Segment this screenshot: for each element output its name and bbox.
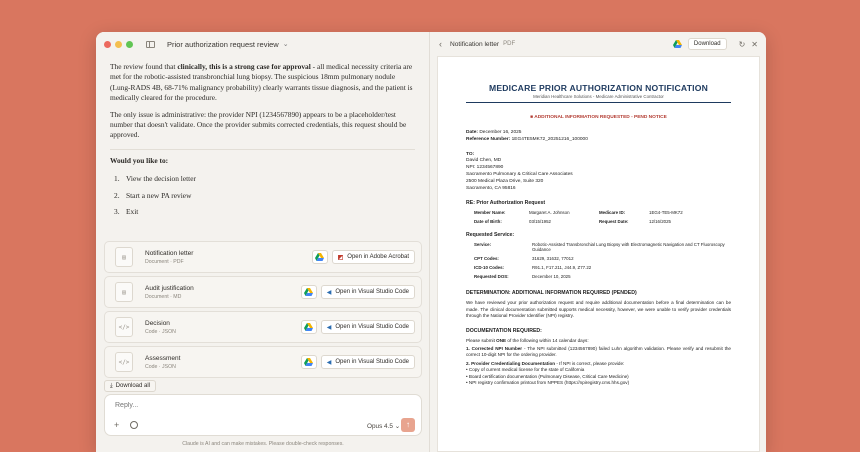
back-arrow-icon[interactable]: ‹ [439,39,442,49]
model-selector[interactable]: Opus 4.5 ⌄ [367,423,401,430]
file-name: Audit justification [145,284,194,292]
reply-composer [104,394,422,436]
pdf-document [437,56,760,452]
vscode-icon: ◀ [326,359,332,366]
doc-reference: Reference Number: 1EG4TE5MK72_20251216_100000 [466,136,588,142]
open-in-vscode-button[interactable]: ◀ Open in Visual Studio Code [321,285,415,299]
preview-type: PDF [503,41,516,47]
doc-to-line: Sacramento, CA 95816 [466,185,516,191]
send-button[interactable] [401,418,415,432]
file-type: Document · MD [145,293,182,300]
doc-rule [466,102,731,103]
maximize-window-button[interactable] [126,41,133,48]
doc-to-line: NPI: 1234567890 [466,165,504,171]
title-bar [96,32,429,56]
doc-item-1: 1. Corrected NPI Number - The NPI submitted (1234567890) failed Luhn algorithm validation. Please verify and resubmit the correct 10-digit NPI for the ordering provider. [466,346,731,358]
doc-subtitle: Meridian Healthcare Solutions - Medicare Administrative Contractor [533,94,664,99]
doc-to-line: 2500 Medical Plaza Drive, Suite 320 [466,178,544,184]
google-drive-icon [304,288,313,296]
doc-alert: ■ ADDITIONAL INFORMATION REQUESTED - PEND NOTICE [530,115,667,120]
refresh-icon[interactable]: ↻ [738,39,746,49]
google-drive-button[interactable] [301,285,317,299]
doc-bullet: • NPI registry confirmation printout from NPPES (https://npiregistry.cms.hhs.gov) [466,380,630,386]
assistant-message [96,56,429,217]
doc-to-line: Sacramento Pulmonary & Critical Care Associates [466,171,573,177]
google-drive-icon [304,323,313,331]
preview-header [431,32,766,56]
file-card-assessment[interactable] [104,346,422,378]
file-name: Notification letter [145,249,194,257]
doc-bullet: • Board certification documentation (Pulmonary Disease, Critical Care Medicine) [466,373,629,379]
file-card-decision[interactable] [104,311,422,343]
doc-documentation-required: DOCUMENTATION REQUIRED: [466,327,542,334]
doc-to-line: David Chen, MD [466,158,502,164]
google-drive-button[interactable] [301,355,317,369]
code-icon: </> [115,317,133,337]
conversation-title[interactable]: Prior authorization request review [167,39,279,49]
minimize-window-button[interactable] [115,41,122,48]
file-name: Assessment [145,354,181,362]
chevron-down-icon[interactable]: ⌄ [282,41,289,48]
google-drive-icon [315,253,324,261]
doc-date: Date: December 16, 2025 [466,130,522,135]
doc-requested-service: Requested Service: [466,232,515,239]
doc-to-label: TO: [466,151,475,157]
divider [110,149,415,150]
open-in-acrobat-button[interactable]: ◩ Open in Adobe Acrobat [332,250,415,264]
clock-icon[interactable] [130,421,138,429]
option-item: 3. Exit [114,207,139,217]
vscode-icon: ◀ [326,289,332,296]
google-drive-button[interactable] [673,40,682,48]
open-in-vscode-button[interactable]: ◀ Open in Visual Studio Code [321,320,415,334]
close-window-button[interactable] [104,41,111,48]
doc-re: RE: Prior Authorization Request [466,200,546,207]
sidebar-toggle-icon[interactable] [146,41,155,48]
file-list [104,241,422,381]
file-name: Decision [145,319,170,327]
open-in-vscode-button[interactable]: ◀ Open in Visual Studio Code [321,355,415,369]
doc-submit-instructions: Please submit ONE of the following within 14 calendar days: [466,337,589,343]
acrobat-icon: ◩ [337,254,344,261]
doc-determination-text: We have reviewed your prior authorization request and require additional documentation before a final determination can be made. The clinical documentation submitted supports medical necessity, however, we were unable to verify provider credentials through the National Provider Identifier (NPI) registry. [466,300,731,319]
conversation-pane [96,32,430,452]
doc-bullet: • Copy of current medical license for the state of California [466,367,585,373]
message-paragraph-1: The review found that clinically, this is a strong case for approval - all medical necessity criteria are met for the robotic-assisted transbronchial lung biopsy. The suspicious 18mm pulmonary nodule (Lung-RADS 4B, 68-71% malignancy probability) clearly warrants tissue diagnosis, and the patient is medically cleared for the procedure. [110,62,413,103]
doc-item-2: 2. Provider Credentialing Documentation - If NPI is correct, please provide: [466,360,625,366]
file-type: Document · PDF [145,258,184,265]
options-question: Would you like to: [110,155,169,165]
preview-title: Notification letter [450,40,500,48]
arrow-up-icon: ↑ [406,420,410,429]
doc-title: MEDICARE PRIOR AUTHORIZATION NOTIFICATION [488,83,709,93]
code-icon: </> [115,352,133,372]
option-item: 1. View the decision letter [114,174,196,184]
doc-determination: DETERMINATION: ADDITIONAL INFORMATION REQUIRED (PENDED) [466,290,637,297]
document-icon: ▤ [115,247,133,267]
message-paragraph-2: The only issue is administrative: the provider NPI (1234567890) appears to be a placeholder/test number that doesn't validate. Once the provider submits corrected credentials, this request should be approved. [110,109,407,140]
vscode-icon: ◀ [326,324,332,331]
service-info: Service: Robotic-Assisted Transbronchial Lung Biopsy with Electromagnetic Navigation and CT Fluoroscopy Guidance CPT Codes: 31629, 31632, 77012 ICD-10 Codes: R91.1, F17.211, J44.9, Z77.22 Requested DOS: December 10, 2025 [474,242,725,280]
app-window [96,32,766,452]
disclaimer: Claude is AI and can make mistakes. Please double-check responses. [182,441,344,447]
chevron-down-icon: ⌄ [394,423,401,430]
google-drive-icon [304,358,313,366]
file-type: Code · JSON [145,328,176,335]
file-type: Code · JSON [145,363,176,370]
close-icon[interactable]: ✕ [751,39,758,49]
member-info: Member Name: Margaret A. Johnson Medicare ID: 1EG4-TE5-MK72 Date of Birth: 03/15/1952 Request Date: 12/16/2025 [474,210,683,225]
google-drive-icon [673,40,682,48]
document-icon: ▤ [115,282,133,302]
reply-input[interactable] [115,402,315,409]
plus-icon[interactable]: + [114,420,120,430]
preview-pane [431,32,766,452]
download-button[interactable]: Download [688,38,727,50]
google-drive-button[interactable] [301,320,317,334]
download-all-button[interactable]: ⤓ Download all [104,380,156,392]
option-item: 2. Start a new PA review [114,190,192,200]
file-card-audit-justification[interactable] [104,276,422,308]
file-card-notification-letter[interactable] [104,241,422,273]
download-icon: ⤓ [110,382,113,389]
google-drive-button[interactable] [312,250,328,264]
